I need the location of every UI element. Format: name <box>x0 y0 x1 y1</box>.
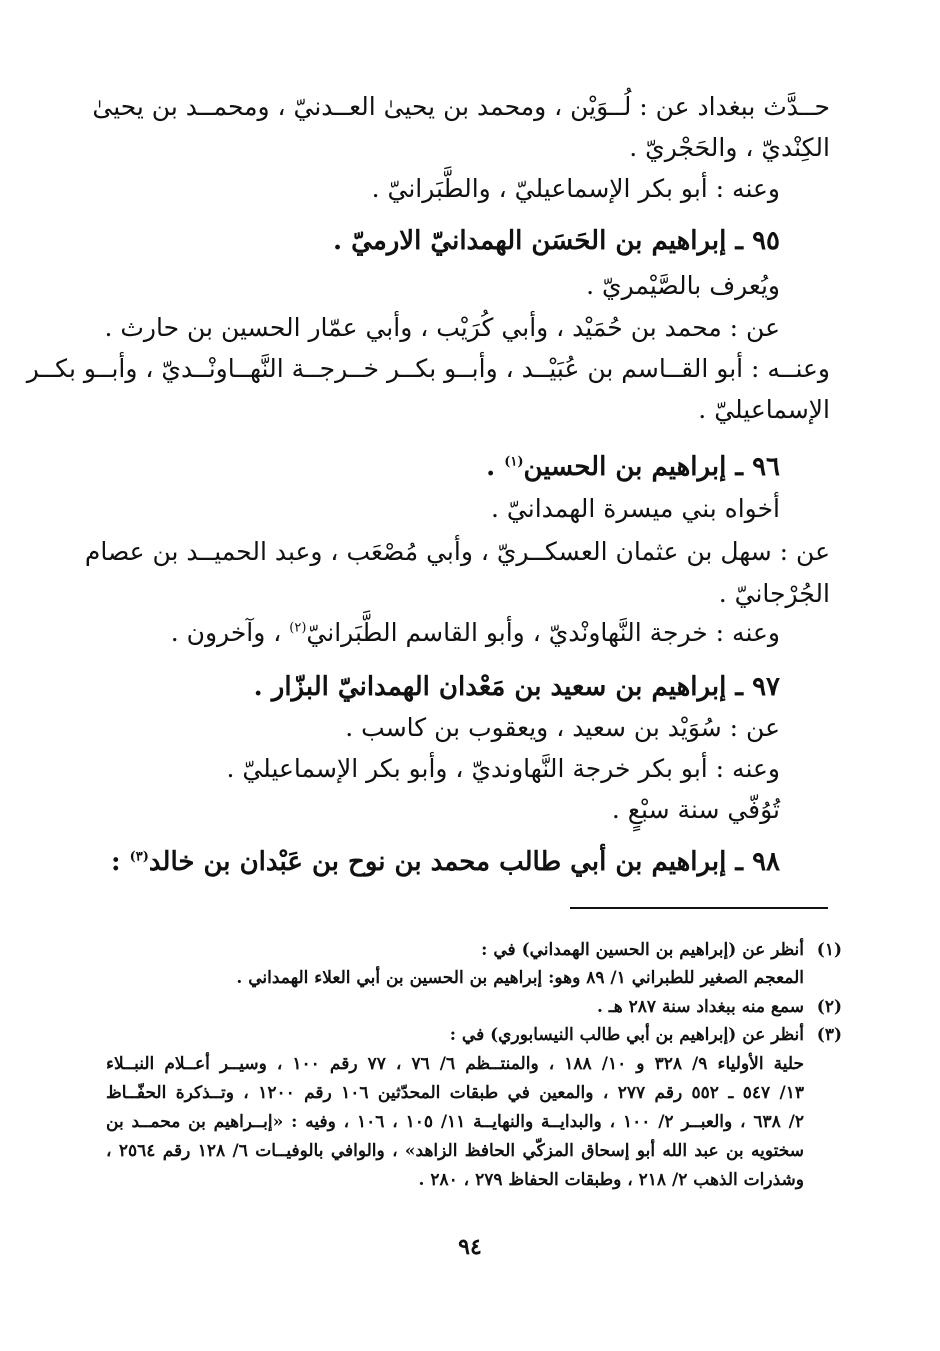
footnote-3-line-4: ٢/ ٦٣٨ ، والعبــر ٢/ ١٠٠ ، والبدايــة والنهايــة ١١/ ١٠٥ ، ١٠٦ ، وفيه : «إبــراهيم بن محمــد بن <box>106 1112 804 1132</box>
text-line-12: الجُرْجانيّ . <box>718 579 830 608</box>
heading-98-end: : <box>110 847 130 877</box>
footnote-ref-3[interactable]: (٣) <box>129 849 149 865</box>
line-13-end: ، وآخرون . <box>170 618 290 647</box>
text-line-10: أخواه بني ميسرة الهمدانيّ . <box>491 494 780 523</box>
text-line-5: ويُعرف بالصَّيْمريّ . <box>586 271 780 300</box>
text-line-17: تُوُفّي سنة سبْعٍ . <box>611 795 780 824</box>
footnote-ref-1[interactable]: (١) <box>504 454 524 470</box>
line-13-text: وعنه : خرجة النَّهاونْديّ ، وأبو القاسم الطَّبَرانيّ <box>306 618 780 647</box>
footnote-1 <box>481 938 842 962</box>
heading-96-text: ٩٦ ـ إبراهيم بن الحسين <box>523 452 780 482</box>
entry-heading-96 <box>486 450 780 484</box>
footnote-3-line-6: وشذرات الذهب ٢/ ٢١٨ ، وطبقات الحفاظ ٢٧٩ ، ٢٨٠ . <box>418 1170 804 1190</box>
footnote-3-line-3: ١٣/ ٥٤٧ ـ ٥٥٢ رقم ٢٧٧ ، والمعين في طبقات المحدّثين ١٠٦ رقم ١٢٠٠ ، وتــذكرة الحفّــاظ <box>106 1083 804 1103</box>
heading-98-text: ٩٨ ـ إبراهيم بن أبي طالب محمد بن نوح بن عَبْدان بن خالد <box>148 847 780 877</box>
text-line-1: حــدَّث ببغداد عن : لُــوَيْن ، ومحمد بن يحيىٰ العــدنيّ ، ومحمــد بن يحيىٰ <box>92 92 830 121</box>
text-line-13 <box>171 616 780 650</box>
text-line-11: عن : سهل بن عثمان العسكــريّ ، وأبي مُصْعَب ، وعبد الحميــد بن عصام <box>84 537 830 566</box>
footnote-2 <box>597 995 842 1019</box>
text-line-15: عن : سُوَيْد بن سعيد ، ويعقوب بن كاسب . <box>345 713 780 742</box>
footnote-3 <box>450 1023 842 1047</box>
page-number: ٩٤ <box>458 1234 482 1260</box>
footnote-number: (١) <box>816 940 842 960</box>
text-line-3: وعنه : أبو بكر الإسماعيليّ ، والطَّبَرانيّ . <box>371 174 780 203</box>
footnote-text: أنظر عن (إبراهيم بن أبي طالب النيسابوري) في : <box>449 1025 804 1045</box>
entry-heading-98 <box>111 845 780 879</box>
footnote-ref-2[interactable]: (٢) <box>289 620 307 636</box>
text-line-2: الكِنْديّ ، والحَجْريّ . <box>629 133 830 162</box>
entry-heading-95: ٩٥ ـ إبراهيم بن الحَسَن الهمدانيّ الارميّ . <box>333 226 780 256</box>
footnote-number: (٣) <box>816 1025 842 1045</box>
footnote-separator <box>570 907 828 909</box>
text-line-8: الإسماعيليّ . <box>698 395 830 424</box>
heading-96-end: . <box>486 452 505 482</box>
footnote-3-line-5: سختويه بن عبد الله أبو إسحاق المزكّي الحافظ الزاهد» ، والوافي بالوفيــات ٦/ ١٢٨ رقم ٢٥٦٤ ، <box>106 1141 804 1161</box>
footnote-number: (٢) <box>816 997 842 1017</box>
text-line-6: عن : محمد بن حُمَيْد ، وأبي كُرَيْب ، وأبي عمّار الحسين بن حارث . <box>104 313 780 342</box>
text-line-7: وعنــه : أبو القــاسم بن عُبَيْــد ، وأبــو بكــر خــرجــة النَّهــاونْــديّ ، وأبــو بكــر <box>26 354 830 383</box>
footnote-1-cont: المعجم الصغير للطبراني ١/ ٨٩ وهو: إبراهيم بن الحسين بن أبي العلاء الهمداني . <box>236 968 804 988</box>
entry-heading-97: ٩٧ ـ إبراهيم بن سعيد بن مَعْدان الهمدانيّ البزّار . <box>253 672 780 702</box>
text-line-16: وعنه : أبو بكر خرجة النَّهاونديّ ، وأبو بكر الإسماعيليّ . <box>226 754 780 783</box>
footnote-text: أنظر عن (إبراهيم بن الحسين الهمداني) في : <box>481 940 804 960</box>
footnote-text: سمع منه ببغداد سنة ٢٨٧ هـ . <box>596 997 804 1017</box>
footnote-3-line-2: حلية الأولياء ٩/ ٣٢٨ و ١٠/ ١٨٨ ، والمنتــظم ٦/ ٧٦ ، ٧٧ رقم ١٠٠ ، وسيــر أعــلام النبــلاء <box>106 1054 805 1074</box>
